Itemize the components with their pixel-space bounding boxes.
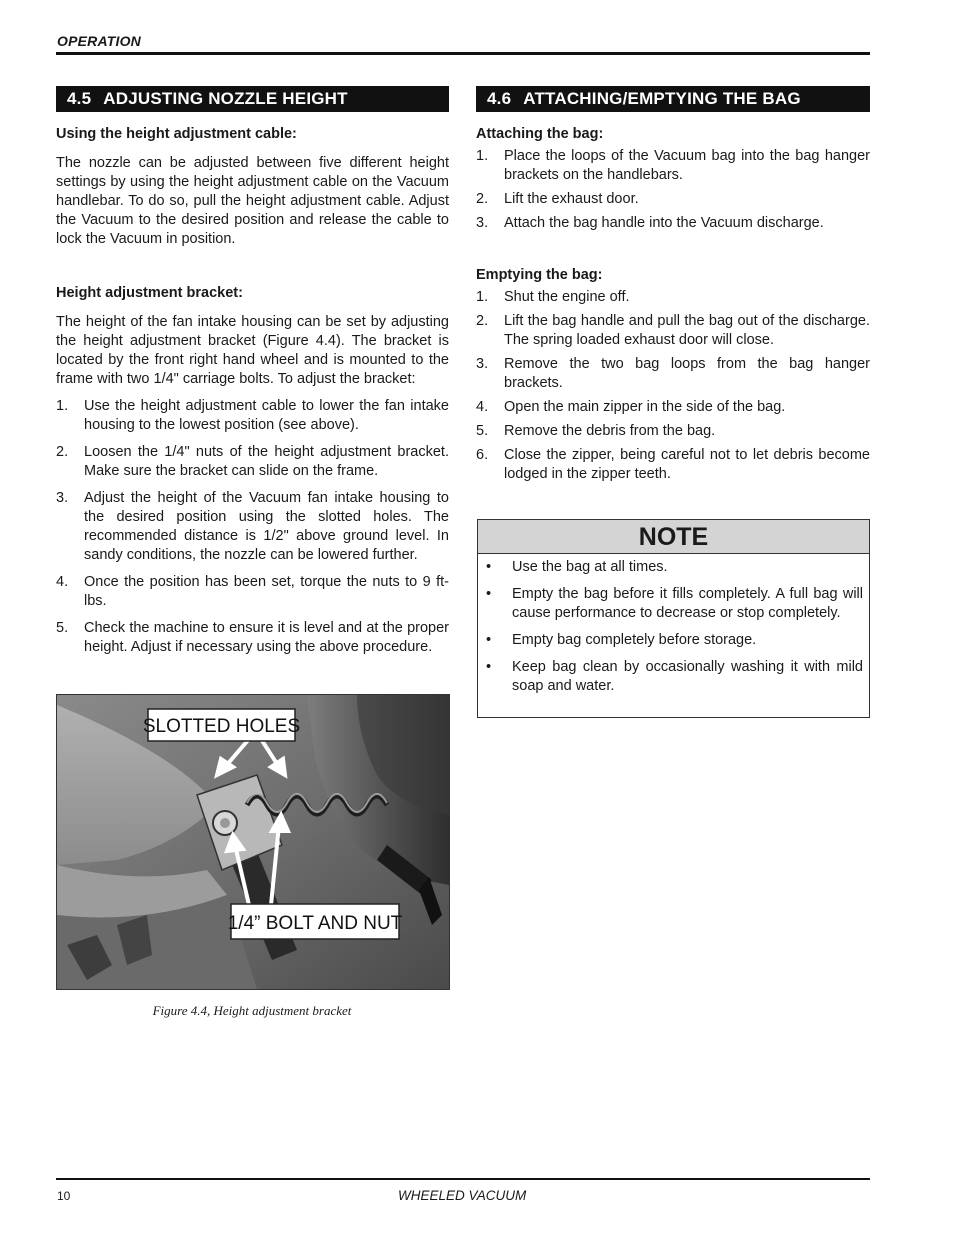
- section-4-5: [56, 86, 449, 657]
- section-title-bar: [476, 86, 870, 112]
- list-item: 4. Open the main zipper in the side of the bag.: [476, 399, 786, 415]
- note-box: [477, 519, 870, 718]
- list-item: 2. Lift the exhaust door.: [476, 191, 639, 207]
- list-item: 1. Use the height adjustment cable to lower the fan intake housing to the lowest position (see above).: [56, 398, 449, 433]
- list-item: 4. Once the position has been set, torque the nuts to 9 ft-lbs.: [56, 574, 449, 609]
- paragraph-bracket: The height of the fan intake housing can be set by adjusting the height adjustment bracket (Figure 4.4). The bracket is located by the front right hand wheel and is mounted to the frame with two 1/4" carriage bolts. To adjust the bracket:: [56, 314, 449, 387]
- note-item: • Keep bag clean by occasionally washing it with mild soap and water.: [486, 659, 863, 694]
- bullet-icon: •: [486, 632, 492, 648]
- list-item: 3. Adjust the height of the Vacuum fan intake housing to the desired position using the slotted holes. The recommended distance is 1/2" above ground level. In sandy conditions, the nozzle can be lowered further.: [56, 490, 449, 563]
- note-list: [478, 554, 869, 696]
- subheading-emptying: Emptying the bag:: [476, 267, 603, 283]
- running-header: OPERATION: [57, 33, 141, 49]
- paragraph-cable: The nozzle can be adjusted between five different height settings by using the height adjustment cable on the Vacuum handlebar. To do so, pull the height adjustment cable. Adjust the Vacuum to the desired position and release the cable to lock the Vacuum in position.: [56, 155, 449, 247]
- note-item: • Use the bag at all times.: [486, 559, 668, 575]
- list-item: 3. Remove the two bag loops from the bag hanger brackets.: [476, 356, 870, 391]
- list-item: 5. Remove the debris from the bag.: [476, 423, 716, 439]
- list-item: 2. Loosen the 1/4" nuts of the height adjustment bracket. Make sure the bracket can slide on the frame.: [56, 444, 449, 479]
- page-number: 10: [57, 1189, 71, 1203]
- section-title-bar: [56, 86, 449, 112]
- subheading-cable: Using the height adjustment cable:: [56, 126, 297, 142]
- empty-steps-list: [476, 288, 870, 484]
- label-slotted-holes: SLOTTED HOLES: [142, 716, 301, 737]
- subheading-attaching: Attaching the bag:: [476, 126, 604, 142]
- list-item: 1. Place the loops of the Vacuum bag into the bag hanger brackets on the handlebars.: [476, 148, 870, 183]
- bracket-steps-list: [56, 397, 449, 657]
- list-item: 5. Check the machine to ensure it is level and at the proper height. Adjust if necessary using the above procedure.: [56, 620, 449, 655]
- list-item: 3. Attach the bag handle into the Vacuum discharge.: [476, 215, 824, 231]
- section-title: ADJUSTING NOZZLE HEIGHT: [103, 89, 348, 108]
- footer-title: WHEELED VACUUM: [398, 1188, 527, 1203]
- figure-height-bracket-photo: [56, 694, 450, 990]
- list-item: 6. Close the zipper, being careful not to let debris become lodged in the zipper teeth.: [476, 447, 870, 482]
- header-rule: [56, 52, 870, 55]
- bracket-photo-illustration: [57, 695, 449, 989]
- note-title: NOTE: [478, 520, 869, 554]
- section-4-6: [476, 86, 870, 484]
- bullet-icon: •: [486, 586, 492, 602]
- footer-rule: [56, 1178, 870, 1180]
- section-number: 4.6: [487, 89, 512, 108]
- note-item: • Empty bag completely before storage.: [486, 632, 757, 648]
- note-item: • Empty the bag before it fills completely. A full bag will cause performance to decrease or stop completely.: [486, 586, 863, 621]
- section-title: ATTACHING/EMPTYING THE BAG: [523, 89, 801, 108]
- list-item: 1. Shut the engine off.: [476, 289, 630, 305]
- subheading-bracket: Height adjustment bracket:: [56, 285, 243, 301]
- section-number: 4.5: [67, 89, 92, 108]
- figure-caption: Figure 4.4, Height adjustment bracket: [152, 1003, 352, 1018]
- bullet-icon: •: [486, 559, 492, 575]
- bullet-icon: •: [486, 659, 492, 675]
- list-item: 2. Lift the bag handle and pull the bag out of the discharge. The spring loaded exhaust door will close.: [476, 313, 870, 348]
- attach-steps-list: [476, 147, 870, 233]
- label-bolt-and-nut: 1/4” BOLT AND NUT: [227, 913, 403, 934]
